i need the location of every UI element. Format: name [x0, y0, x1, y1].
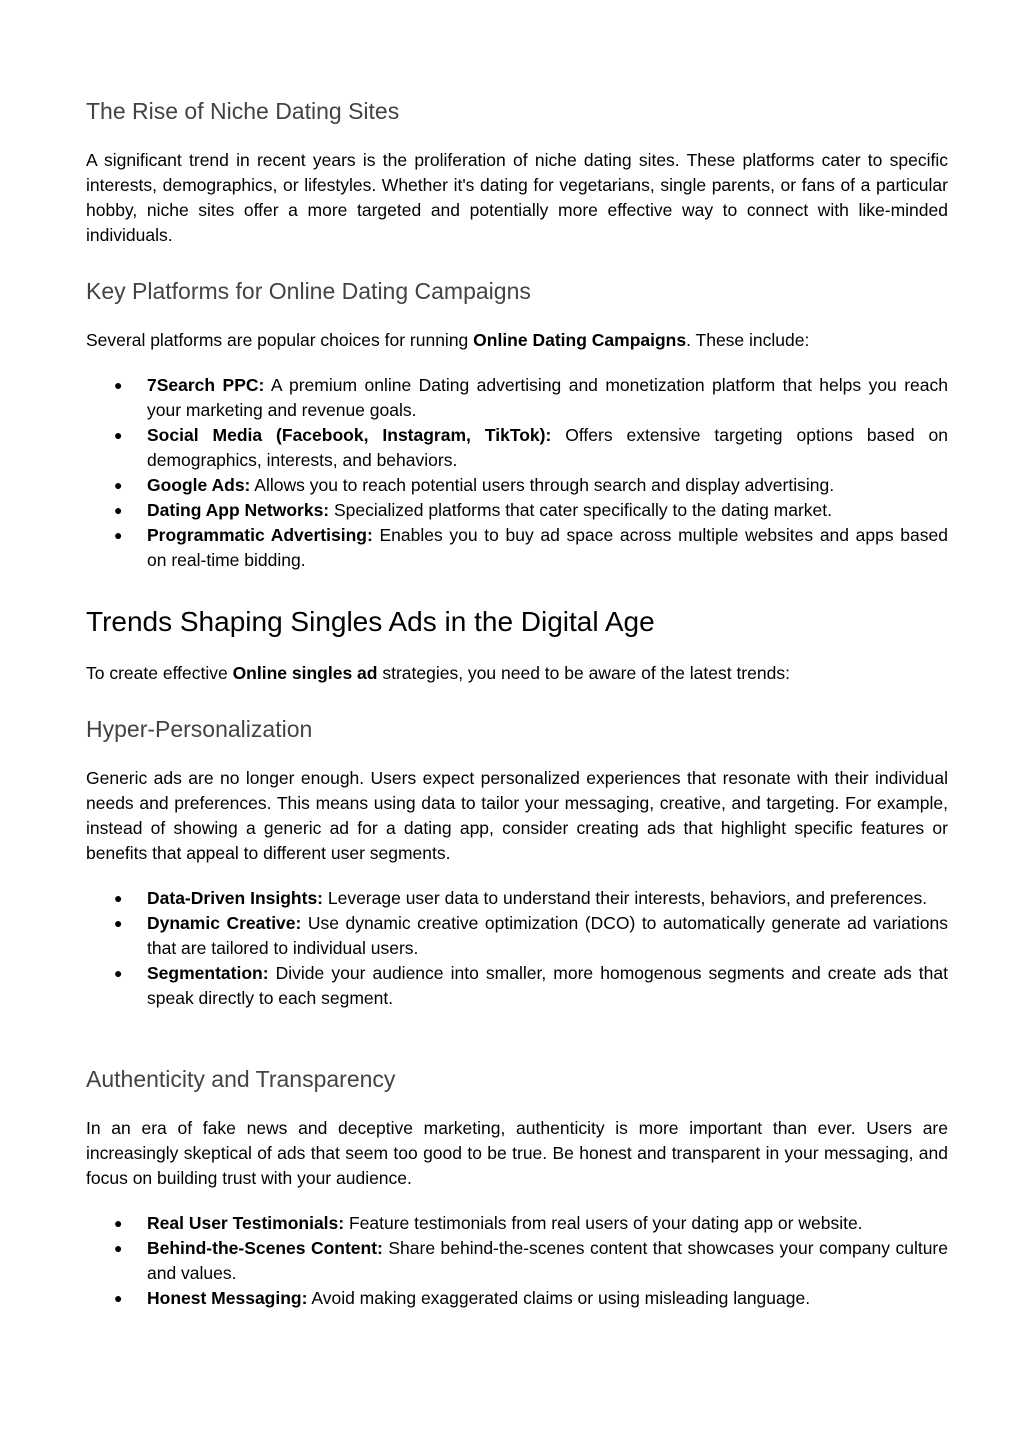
list-item: [86, 523, 948, 573]
list-item-term: Real User Testimonials:: [147, 1213, 345, 1233]
list-item: [86, 886, 948, 911]
platforms-intro-after: . These include:: [686, 330, 810, 350]
list-item-text: Offers extensive targeting options based on demographics, interests, and behaviors.: [147, 425, 948, 470]
list-item: [86, 498, 948, 523]
paragraph-platforms-intro: [86, 328, 948, 353]
platforms-intro-before: Several platforms are popular choices for running: [86, 330, 474, 350]
list-item-term: Social Media (Facebook, Instagram, TikTok):: [147, 425, 552, 445]
heading-trends: Trends Shaping Singles Ads in the Digital Age: [86, 606, 655, 637]
bullet-icon: ●: [114, 890, 123, 906]
bullet-icon: ●: [114, 502, 123, 518]
paragraph-hyper-personalization: Generic ads are no longer enough. Users expect personalized experiences that resonate with their individual needs and preferences. This means using data to tailor your messaging, creative, and targeting. For example, instead of showing a generic ad for a dating app, consider creating ads that highlight specific features or benefits that appeal to different user segments.: [86, 768, 948, 863]
list-item-term: Google Ads:: [147, 475, 251, 495]
heading-hyper-personalization: Hyper-Personalization: [86, 716, 313, 742]
list-item: [86, 961, 948, 1011]
list-item-text: Divide your audience into smaller, more homogenous segments and create ads that speak directly to each segment.: [147, 963, 948, 1008]
list-item-term: Dating App Networks:: [147, 500, 330, 520]
bullet-icon: ●: [114, 527, 123, 543]
list-item-term: Data-Driven Insights:: [147, 888, 323, 908]
heading-key-platforms: Key Platforms for Online Dating Campaigns: [86, 278, 531, 304]
list-item: [86, 1236, 948, 1286]
trends-intro-before: To create effective: [86, 663, 233, 683]
bullet-icon: ●: [114, 915, 123, 931]
list-item-text: Enables you to buy ad space across multiple websites and apps based on real-time bidding.: [147, 525, 948, 570]
heading-niche-dating-sites: The Rise of Niche Dating Sites: [86, 98, 400, 124]
list-item-term: Segmentation:: [147, 963, 269, 983]
list-item-text: Share behind-the-scenes content that showcases your company culture and values.: [147, 1238, 948, 1283]
list-item-text: Allows you to reach potential users through search and display advertising.: [250, 475, 835, 495]
list-authenticity: [86, 1211, 948, 1311]
bullet-icon: ●: [114, 1290, 123, 1306]
list-item: [86, 373, 948, 423]
list-item-text: A premium online Dating advertising and monetization platform that helps you reach your marketing and revenue goals.: [147, 375, 948, 420]
bullet-icon: ●: [114, 427, 123, 443]
list-item: [86, 423, 948, 473]
list-platforms: [86, 373, 948, 573]
heading-authenticity: Authenticity and Transparency: [86, 1066, 396, 1092]
bullet-icon: ●: [114, 965, 123, 981]
list-item-text: Specialized platforms that cater specifically to the dating market.: [329, 500, 833, 520]
bullet-icon: ●: [114, 477, 123, 493]
list-item: [86, 911, 948, 961]
paragraph-authenticity: In an era of fake news and deceptive marketing, authenticity is more important than ever. Users are increasingly skeptical of ads that seem too good to be true. Be honest and transparent in your messaging, and focus on building trust with your audience.: [86, 1118, 948, 1188]
list-item: [86, 1286, 948, 1311]
list-item-text: Feature testimonials from real users of your dating app or website.: [344, 1213, 863, 1233]
bullet-icon: ●: [114, 1215, 123, 1231]
list-item-term: Dynamic Creative:: [147, 913, 302, 933]
list-item-term: Honest Messaging:: [147, 1288, 308, 1308]
trends-intro-bold: Online singles ad: [232, 663, 378, 683]
list-item-term: Behind-the-Scenes Content:: [147, 1238, 383, 1258]
bullet-icon: ●: [114, 377, 123, 393]
list-item-text: Use dynamic creative optimization (DCO) to automatically generate ad variations that are tailored to individual users.: [147, 913, 948, 958]
list-item-term: Programmatic Advertising:: [147, 525, 373, 545]
list-item: [86, 1211, 948, 1236]
platforms-intro-bold: Online Dating Campaigns: [473, 330, 687, 350]
list-item-text: Avoid making exaggerated claims or using misleading language.: [307, 1288, 811, 1308]
bullet-icon: ●: [114, 1240, 123, 1256]
list-item-term: 7Search PPC:: [147, 375, 265, 395]
paragraph-niche-dating-sites: A significant trend in recent years is the proliferation of niche dating sites. These platforms cater to specific interests, demographics, or lifestyles. Whether it's dating for vegetarians, single parents, or fans of a particular hobby, niche sites offer a more targeted and potentially more effective way to connect with like-minded individuals.: [86, 150, 948, 245]
list-hyper-personalization: [86, 886, 948, 1011]
trends-intro-after: strategies, you need to be aware of the latest trends:: [377, 663, 790, 683]
paragraph-trends-intro: [86, 661, 948, 686]
list-item: [86, 473, 948, 498]
list-item-text: Leverage user data to understand their interests, behaviors, and preferences.: [323, 888, 928, 908]
